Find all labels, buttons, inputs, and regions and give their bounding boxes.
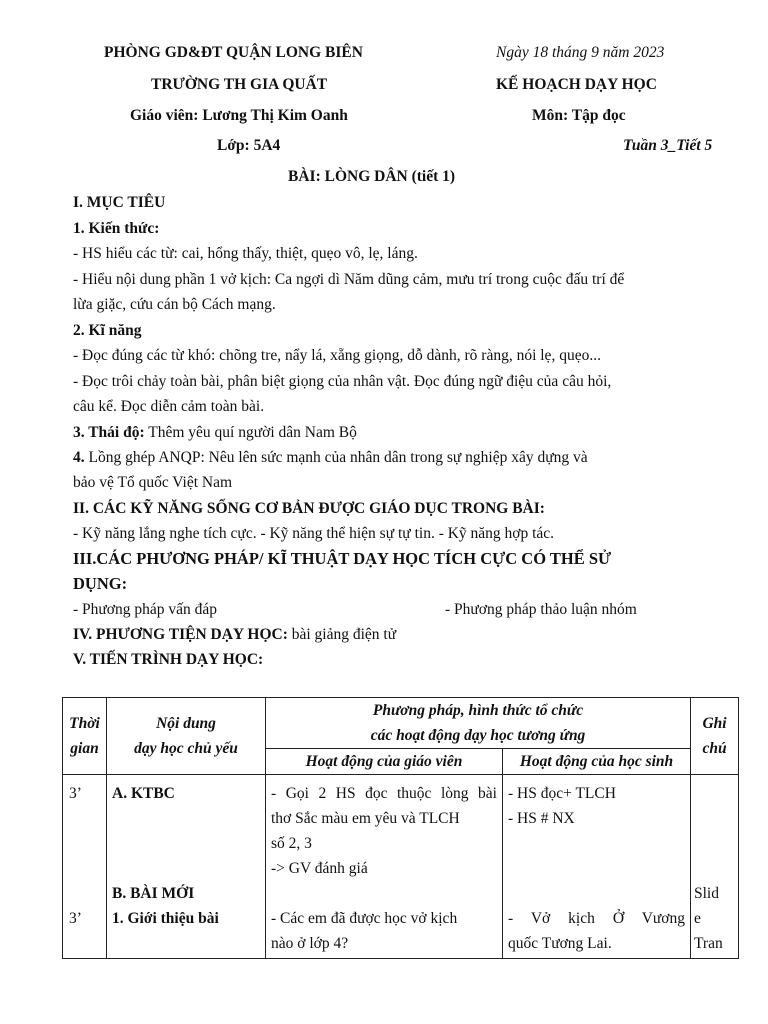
plan-title: KẾ HOẠCH DẠY HỌC [496, 76, 657, 93]
lesson-plan-table [62, 697, 739, 959]
skills-line-2: - Đọc trôi chảy toàn bài, phân biệt giọng của nhân vật. Đọc đúng ngữ điệu của câu hỏi, [73, 373, 612, 390]
department-name: PHÒNG GD&ĐT QUẬN LONG BIÊN [104, 44, 363, 61]
knowledge-line-2: - Hiểu nội dung phần 1 vở kịch: Ca ngợi dì Năm dũng cảm, mưu trí trong cuộc đấu trí để [73, 271, 625, 288]
knowledge-line-3: lừa giặc, cứu cán bộ Cách mạng. [73, 296, 276, 313]
header-content: Nội dung dạy học chủ yếu [107, 698, 266, 775]
header-teacher-activity: Hoạt động của giáo viên [266, 749, 503, 775]
method-group-discussion: - Phương pháp thảo luận nhóm [445, 601, 637, 618]
life-skills-list: - Kỹ năng lắng nghe tích cực. - Kỹ năng thể hiện sự tự tin. - Kỹ năng hợp tác. [73, 525, 555, 542]
skills-line-1: - Đọc đúng các từ khó: chõng tre, nẩy lá, xẵng giọng, dỗ dành, rõ ràng, nói lẹ, quẹo... [73, 347, 601, 364]
header-student-activity: Hoạt động của học sinh [503, 749, 691, 775]
lesson-title: BÀI: LÒNG DÂN (tiết 1) [288, 168, 456, 185]
note-cell: Slid e Tran [691, 775, 739, 959]
school-name: TRƯỜNG TH GIA QUẤT [151, 76, 328, 93]
attitude-label: 3. Thái độ: [73, 424, 145, 441]
teaching-aids-line [73, 626, 396, 644]
time-cell: 3’ 3’ [63, 775, 107, 959]
methods-heading-2: DỤNG: [73, 574, 128, 593]
student-activity-cell: - HS đọc+ TLCH - HS # NX - Vở kịch Ở Vương quốc Tương Lai. [503, 775, 691, 959]
life-skills-heading: II. CÁC KỸ NĂNG SỐNG CƠ BẢN ĐƯỢC GIÁO DỤC TRONG BÀI: [73, 500, 545, 517]
knowledge-heading: 1. Kiến thức: [73, 220, 160, 237]
section-objectives-heading: I. MỤC TIÊU [73, 194, 166, 211]
procedure-heading: V. TIẾN TRÌNH DẠY HỌC: [73, 651, 264, 668]
defense-line-1 [73, 449, 588, 467]
defense-text: Lồng ghép ANQP: Nêu lên sức mạnh của nhân dân trong sự nghiệp xây dựng và [84, 449, 588, 466]
table-header-row-1 [63, 698, 739, 749]
header-note: Ghi chú [691, 698, 739, 775]
document-date: Ngày 18 tháng 9 năm 2023 [496, 44, 665, 61]
knowledge-line-1: - HS hiểu các từ: cai, hổng thấy, thiệt, quẹo vô, lẹ, láng. [73, 245, 418, 262]
class-name: Lớp: 5A4 [217, 137, 281, 154]
attitude-line [73, 424, 357, 442]
attitude-text: Thêm yêu quí người dân Nam Bộ [144, 424, 357, 441]
skills-heading: 2. Kĩ năng [73, 322, 142, 339]
skills-line-3: câu kể. Đọc diễn cảm toàn bài. [73, 398, 265, 415]
method-qa: - Phương pháp vấn đáp [73, 601, 218, 618]
teacher-name: Giáo viên: Lương Thị Kim Oanh [130, 107, 348, 124]
subject-name: Môn: Tập đọc [532, 107, 626, 124]
table-row [63, 775, 739, 959]
week-lesson-number: Tuần 3_Tiết 5 [623, 137, 713, 154]
header-time: Thời gian [63, 698, 107, 775]
methods-heading-1: III.CÁC PHƯƠNG PHÁP/ KĨ THUẬT DẠY HỌC TÍCH CỰC CÓ THỂ SỬ [73, 549, 612, 568]
teacher-activity-cell: - Gọi 2 HS đọc thuộc lòng bài thơ Sắc màu em yêu và TLCH số 2, 3 -> GV đánh giá - Các em đã được học vở kịch nào ở lớp 4? [266, 775, 503, 959]
content-cell: A. KTBC B. BÀI MỚI 1. Giới thiệu bài [107, 775, 266, 959]
teaching-aids-text: bài giảng điện tử [287, 626, 397, 643]
teaching-aids-label: IV. PHƯƠNG TIỆN DẠY HỌC: [73, 626, 288, 643]
defense-line-2: bảo vệ Tổ quốc Việt Nam [73, 474, 233, 491]
defense-label: 4. [73, 449, 85, 466]
header-method: Phương pháp, hình thức tổ chức các hoạt động dạy học tương ứng [266, 698, 691, 749]
